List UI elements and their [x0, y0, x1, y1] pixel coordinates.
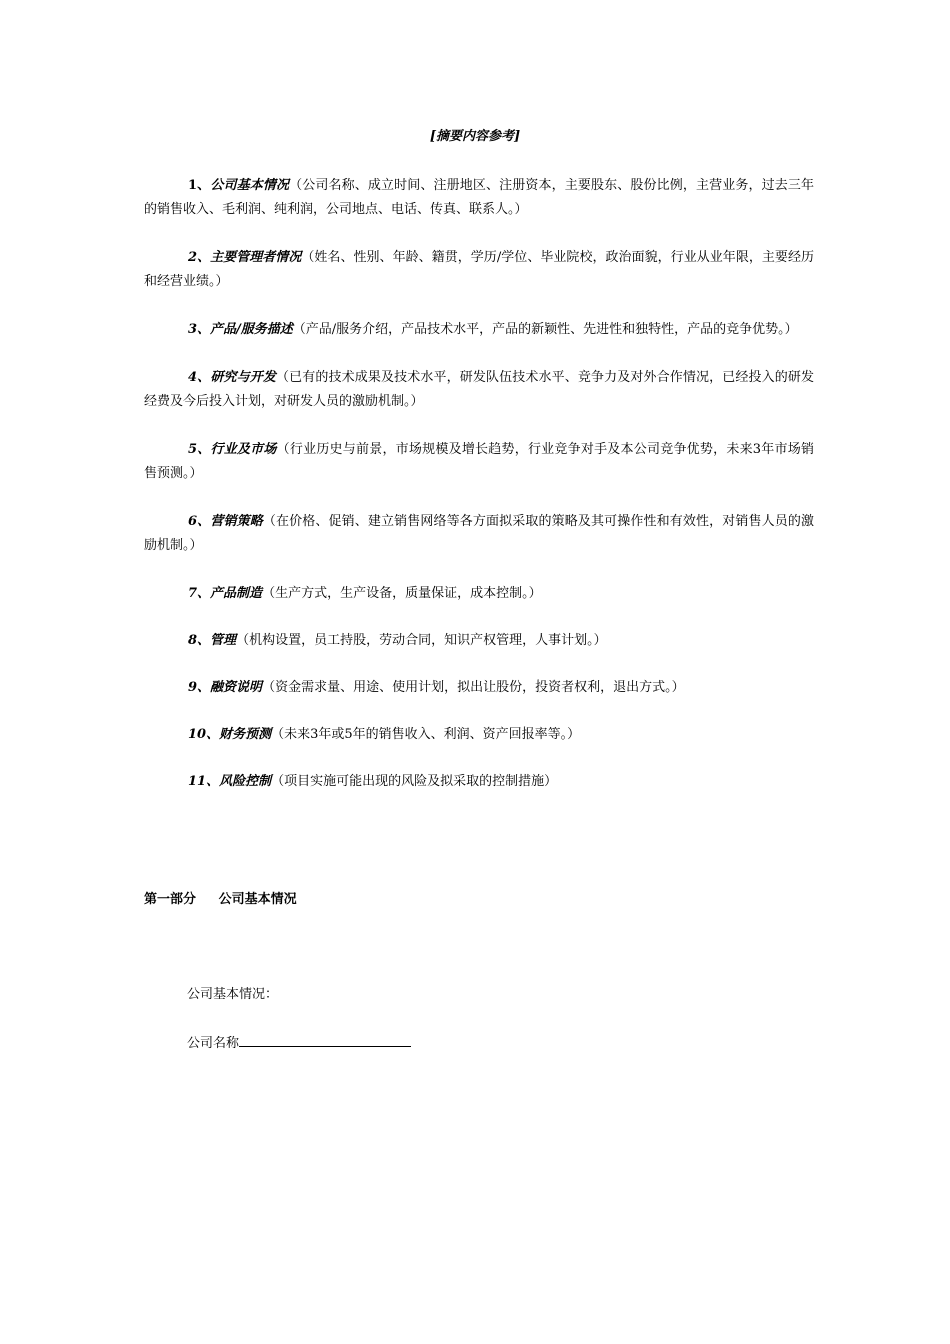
summary-item-heading: 行业及市场 — [210, 442, 277, 457]
summary-item: 7、产品制造（生产方式，生产设备，质量保证，成本控制。） — [188, 586, 542, 601]
summary-item: 8、管理（机构设置，员工持股，劳动合同，知识产权管理，人事计划。） — [188, 633, 607, 648]
summary-item-desc: （产品/服务介绍，产品技术水平，产品的新颖性、先进性和独特性，产品的竞争优势。） — [292, 322, 798, 337]
summary-item: 1、公司基本情况（公司名称、成立时间、注册地区、注册资本，主要股东、股份比例，主营业务，过去三年的销售收入、毛利润、纯利润，公司地点、电话、传真、联系人。） — [144, 178, 814, 217]
summary-item-heading: 管理 — [210, 633, 237, 648]
company-name-row — [187, 1032, 411, 1054]
summary-item: 11、风险控制（项目实施可能出现的风险及拟采取的控制措施） — [188, 774, 558, 789]
summary-item-desc: （项目实施可能出现的风险及拟采取的控制措施） — [271, 774, 558, 789]
summary-item-heading: 公司基本情况 — [210, 178, 290, 193]
summary-item-desc: （未来3年或5年的销售收入、利润、资产回报率等。） — [271, 727, 581, 742]
summary-item-desc: （公司名称、成立时间、注册地区、注册资本，主要股东、股份比例，主营业务，过去三年的销售收入、毛利润、纯利润，公司地点、电话、传真、联系人。） — [144, 178, 814, 217]
summary-item-desc: （在价格、促销、建立销售网络等各方面拟采取的策略及其可操作性和有效性，对销售人员的激励机制。） — [144, 514, 814, 553]
summary-item-heading: 产品制造 — [210, 586, 263, 601]
summary-item: 2、主要管理者情况（姓名、性别、年龄、籍贯，学历/学位、毕业院校，政治面貌，行业从业年限，主要经历和经营业绩。） — [144, 250, 814, 289]
summary-item-heading: 融资说明 — [210, 680, 263, 695]
summary-item: 4、研究与开发（已有的技术成果及技术水平，研发队伍技术水平、竞争力及对外合作情况，已经投入的研发经费及今后投入计划，对研发人员的激励机制。） — [144, 370, 814, 409]
summary-item-desc: （已有的技术成果及技术水平，研发队伍技术水平、竞争力及对外合作情况，已经投入的研发经费及今后投入计划，对研发人员的激励机制。） — [144, 370, 814, 409]
summary-item-desc: （生产方式，生产设备，质量保证，成本控制。） — [262, 586, 542, 601]
company-name-blank[interactable] — [239, 1032, 411, 1047]
summary-item: 9、融资说明（资金需求量、用途、使用计划，拟出让股份，投资者权利，退出方式。） — [188, 680, 685, 695]
summary-item-heading: 风险控制 — [219, 774, 272, 789]
summary-item-heading: 财务预测 — [219, 727, 272, 742]
intro-label: 公司基本情况： — [187, 987, 279, 1002]
summary-item-desc: （姓名、性别、年龄、籍贯，学历/学位、毕业院校，政治面貌，行业从业年限，主要经历和经营业绩。） — [144, 250, 814, 289]
summary-item-heading: 营销策略 — [210, 514, 263, 529]
summary-item-heading: 研究与开发 — [210, 370, 276, 385]
summary-item: 10、财务预测（未来3年或5年的销售收入、利润、资产回报率等。） — [188, 727, 581, 742]
summary-list — [144, 174, 814, 794]
section-title: 第一部分 公司基本情况 — [144, 892, 297, 907]
summary-item-desc: （资金需求量、用途、使用计划，拟出让股份，投资者权利，退出方式。） — [262, 680, 685, 695]
summary-title: [摘要内容参考] — [429, 129, 521, 144]
summary-item-desc: （行业历史与前景，市场规模及增长趋势，行业竞争对手及本公司竞争优势，未来3年市场销售预测。） — [144, 442, 814, 481]
summary-item: 3、产品/服务描述（产品/服务介绍，产品技术水平，产品的新颖性、先进性和独特性，产品的竞争优势。） — [188, 322, 798, 337]
summary-item-heading: 产品/服务描述 — [210, 322, 293, 337]
summary-item-heading: 主要管理者情况 — [210, 250, 302, 265]
summary-item: 5、行业及市场（行业历史与前景，市场规模及增长趋势，行业竞争对手及本公司竞争优势，未来3年市场销售预测。） — [144, 442, 814, 481]
company-name-label: 公司名称 — [187, 1036, 240, 1051]
summary-item-desc: （机构设置，员工持股，劳动合同，知识产权管理，人事计划。） — [236, 633, 607, 648]
summary-item: 6、营销策略（在价格、促销、建立销售网络等各方面拟采取的策略及其可操作性和有效性，对销售人员的激励机制。） — [144, 514, 814, 553]
